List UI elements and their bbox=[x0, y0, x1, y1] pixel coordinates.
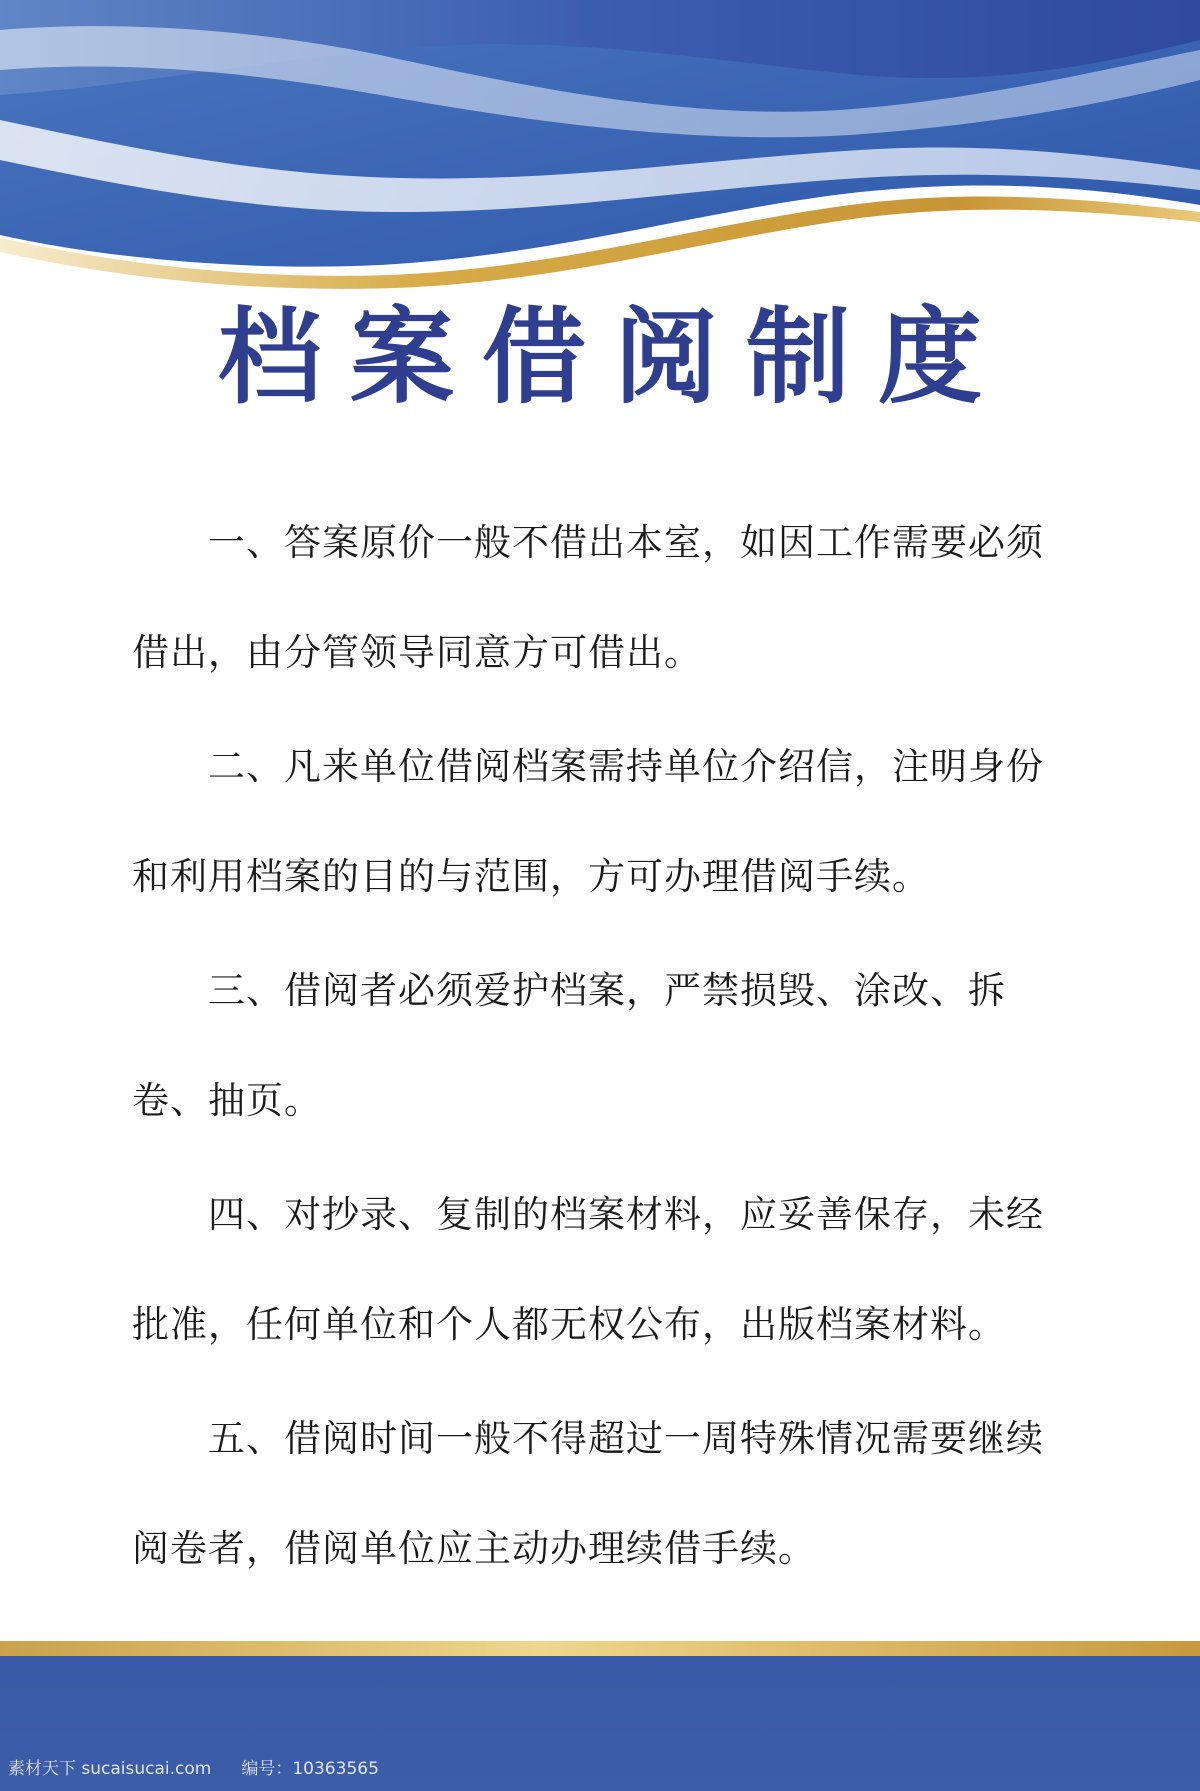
rule-paragraph-5: 五、借阅时间一般不得超过一周特殊情况需要继续阅卷者，借阅单位应主动办理续借手续。 bbox=[132, 1417, 1044, 1570]
page-title: 档案借阅制度 bbox=[217, 296, 1010, 418]
rule-paragraph-2: 二、凡来单位借阅档案需持单位介绍信，注明身份和利用档案的目的与范围，方可办理借阅手续。 bbox=[132, 745, 1044, 898]
rule-paragraph-1: 一、答案原价一般不借出本室，如因工作需要必须借出，由分管领导同意方可借出。 bbox=[132, 521, 1044, 674]
watermark bbox=[8, 1758, 379, 1780]
watermark-site: 素材天下 sucaisucai.com bbox=[8, 1759, 212, 1779]
rules-content bbox=[132, 488, 1072, 1608]
rule-paragraph-3: 三、借阅者必须爱护档案，严禁损毁、涂改、拆卷、抽页。 bbox=[132, 969, 1006, 1122]
watermark-id: 编号：10363565 bbox=[241, 1759, 379, 1779]
footer-gold-stripe bbox=[0, 1641, 1200, 1656]
rule-paragraph-4: 四、对抄录、复制的档案材料，应妥善保存，未经批准，任何单位和个人都无权公布，出版档案材料。 bbox=[132, 1193, 1044, 1346]
header-wave-banner bbox=[0, 0, 1200, 300]
